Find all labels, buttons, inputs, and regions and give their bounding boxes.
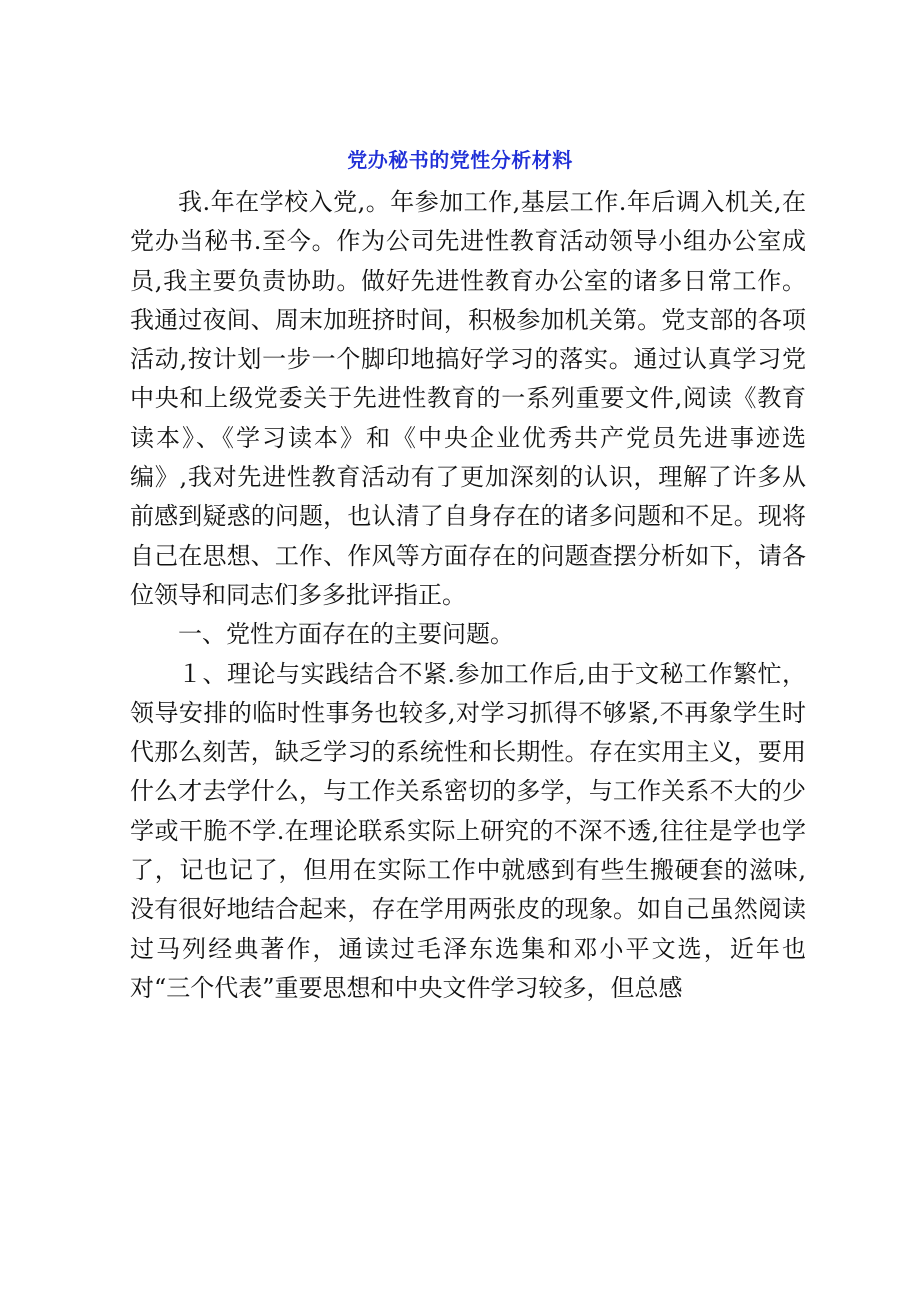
- document-title: 党办秘书的党性分析材料: [347, 148, 573, 172]
- paragraph-intro: 我.年在学校入党,。年参加工作,基层工作.年后调入机关,在党办当秘书.至今。作为公司先进性教育活动领导小组办公室成员,我主要负责协助。做好先进性教育办公室的诸多日常工作。我通过夜间、周末加班挤时间，积极参加机关第。党支部的各项活动,按计划一步一个脚印地搞好学习的落实。通过认真学习党中央和上级党委关于先进性教育的一系列重要文件,阅读《教育读本》、《学习读本》和《中央企业优秀共产党员先进事迹选编》,我对先进性教育活动有了更加深刻的认识，理解了许多从前感到疑惑的问题，也认清了自身存在的诸多问题和不足。现将自己在思想、工作、作风等方面存在的问题查摆分析如下，请各位领导和同志们多多批评指正。: [130, 188, 806, 609]
- paragraph-point-1: １、理论与实践结合不紧.参加工作后,由于文秘工作繁忙，领导安排的临时性事务也较多,对学习抓得不够紧,不再象学生时代那么刻苦，缺乏学习的系统性和长期性。存在实用主义，要用什么才去学什么，与工作关系密切的多学，与工作关系不大的少学或干脆不学.在理论联系实际上研究的不深不透,往往是学也学了，记也记了，但用在实际工作中就感到有些生搬硬套的滋味,没有很好地结合起来，存在学用两张皮的现象。如自己虽然阅读过马列经典著作，通读过毛泽东选集和邓小平文选，近年也对“三个代表”重要思想和中央文件学习较多，但总感: [130, 659, 806, 1002]
- document-body: [130, 183, 806, 1008]
- section-heading: 一、党性方面存在的主要问题。: [178, 620, 514, 649]
